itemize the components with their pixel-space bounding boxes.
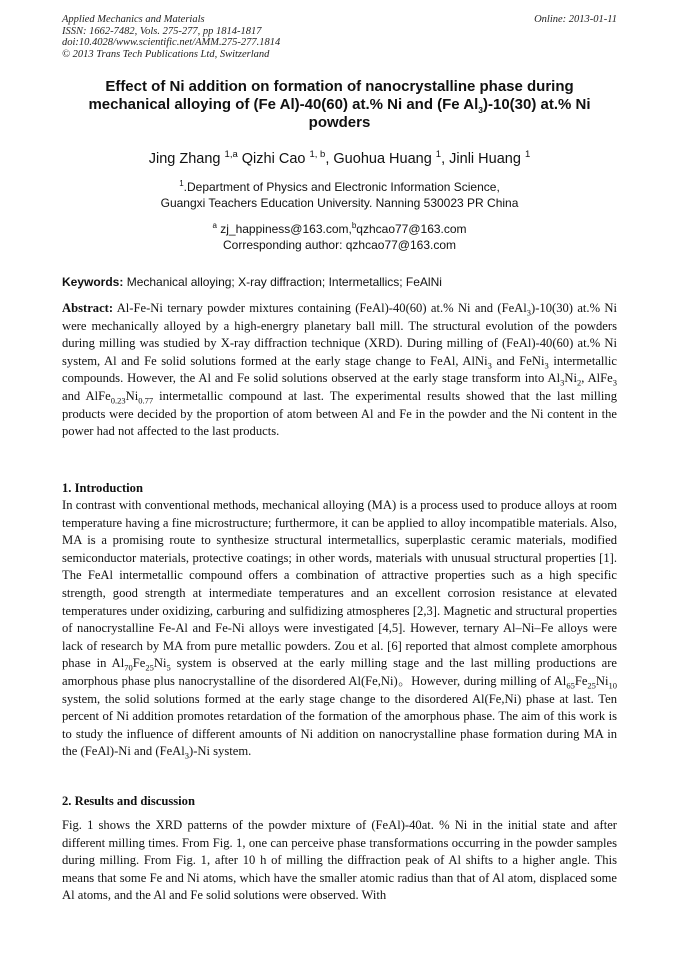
author-list: Jing Zhang $^{1,a}$ Qizhi Cao $^{1, b}$, Guohua Huang $^1$, Jinli Huang $^1$: [148, 149, 531, 167]
title-line-2: mechanical alloying of (Fe Al)-40(60) at.% Ni and (Fe $Al_3)-10(30)$ at.% Ni: [88, 96, 591, 115]
affiliation: $^1$.Department of Physics and Electronic Information Science, Guangxi Teachers Education University. Nanning 530023 PR China: [160, 179, 519, 210]
author-name: Jing Zhang: [148, 150, 221, 167]
title-line-1: Effect of Ni addition on formation of nanocrystalline phase during: [105, 78, 574, 95]
section-heading-introduction: 1. Introduction: [62, 481, 143, 495]
email-link[interactable]: qzhcao77@163.com: [356, 222, 467, 236]
author-emails: $^a$ zj_happiness@163.com,$^b$qzhcao77@163.com Corresponding author: qzhcao77@163.com: [62, 218, 617, 253]
doi-line[interactable]: doi:10.4028/www.scientific.net/AMM.275-277.1814: [62, 37, 281, 48]
keywords-text: Mechanical alloying; X-ray diffraction; Intermetallics; FeAlNi: [123, 275, 442, 289]
introduction-paragraph: In contrast with conventional methods, mechanical alloying (MA) is a process used to produce alloys at room temperature having a fine microstructure; furthermore, it can be applied to alloy incompatible materials. Also, MA is a promising route to synthesize structural intermetallics, superplastic ceramic materials, modified semiconductor materials, protective coatings; in other words, materials with unusual structural properties [1]. The FeAl intermetallic compound offers a combination of attractive properties such as a high specific strength, good strength at intermediate temperatures and an excellent corrosion resistance at elevated temperatures under oxidizing, carburing and sulfidizing atmospheres [2,3]. Magnetic and structural properties of nanocrystalline Fe-Al and Fe-Ni alloys were investigated [4,5]. However, ternary Al–Ni–Fe alloys were lack of research by MA from pure metallic powders. Zou et al. [6] reported that almost complete amorphous phase in $Al_{70}Fe_{25}Ni_5$ system is observed at the early milling stage and the last milling productions are amorphous phase plus nanocrystalline of the disordered Al(Fe,Ni)。However, during milling of $Al_{65}Fe_{25}Ni_{10}$ system, the solid solutions formed at the early stage change to the disordered Al(Fe,Ni) phase at last. Ten percent of Ni addition promotes retardation of the formation of the amorphous phase. The aim of this work is to study the influence of different amounts of Ni addition on nanocrystalline phase formation during MA in the (FeAl)-Ni and (FeAl$_3$)-Ni system.: [62, 498, 617, 761]
email-link[interactable]: zj_happiness@163.com,: [216, 222, 352, 236]
author-name: Qizhi Cao: [241, 150, 306, 167]
author-affiliation-mark: 1: [524, 149, 531, 160]
author-affiliation-mark: 1,a: [224, 149, 238, 160]
author-name: Jinli Huang: [449, 150, 521, 167]
online-date: Online: 2013-01-11: [534, 14, 617, 25]
abstract: Abstract: Al-Fe-Ni ternary powder mixtures containing (FeAl)-40(60) at.% Ni and (FeAl$_3$)-10(30) at.% Ni were mechanically alloyed by a high-energry planetary ball mill. The structural evolution of the powders during milling was studied by X-ray diffraction technique (XRD). During milling of (FeAl)-40(60) at.% Ni system, Al and Fe solid solutions formed at the early stage change to FeAl, AlNi$_3$ and FeNi$_3$ intermetallic compounds. However, the Al and Fe solid solutions observed at the early stage transform into $Al_3Ni_2$, AlFe$_3$ and $AlFe_{0.23}Ni_{0.77}$ intermetallic compound at last. The experimental results showed that the last milling products were decided by the proportion of atom between Al and Fe in the powder and the Ni content in the power had not affected to the last products.: [62, 301, 618, 439]
issn-line: ISSN: 1662-7482, Vols. 275-277, pp 1814-1817: [62, 25, 262, 37]
keywords: [62, 274, 617, 290]
journal-name: Applied Mechanics and Materials: [62, 14, 205, 25]
copyright-line: © 2013 Trans Tech Publications Ltd, Switzerland: [62, 48, 270, 60]
abstract-label: Abstract:: [62, 301, 114, 315]
keywords-label: Keywords:: [62, 275, 124, 289]
author-affiliation-mark: 1, b: [309, 149, 326, 160]
paper-title: [62, 78, 617, 132]
section-heading-results: 2. Results and discussion: [62, 794, 195, 808]
author-name: Guohua Huang: [333, 150, 432, 167]
journal-header: [62, 14, 617, 60]
corresponding-author: Corresponding author: qzhcao77@163.com: [223, 238, 456, 252]
results-paragraph: Fig. 1 shows the XRD patterns of the powder mixture of (FeAl)-40at. % Ni in the initial state and after different milling times. From Fig. 1, one can perceive phase transformations occurring in the powder samples during milling. From Fig. 1, after 10 h of milling the diffraction peak of Al shifts to a higher angle. This means that some Fe and Ni atoms, which have the smaller atomic radius than that of Al atom, displaced some Al atoms, and the Al and Fe solid solutions were observed. With: [62, 818, 617, 903]
author-affiliation-mark: 1: [435, 149, 442, 160]
title-line-3: powders: [308, 114, 371, 131]
